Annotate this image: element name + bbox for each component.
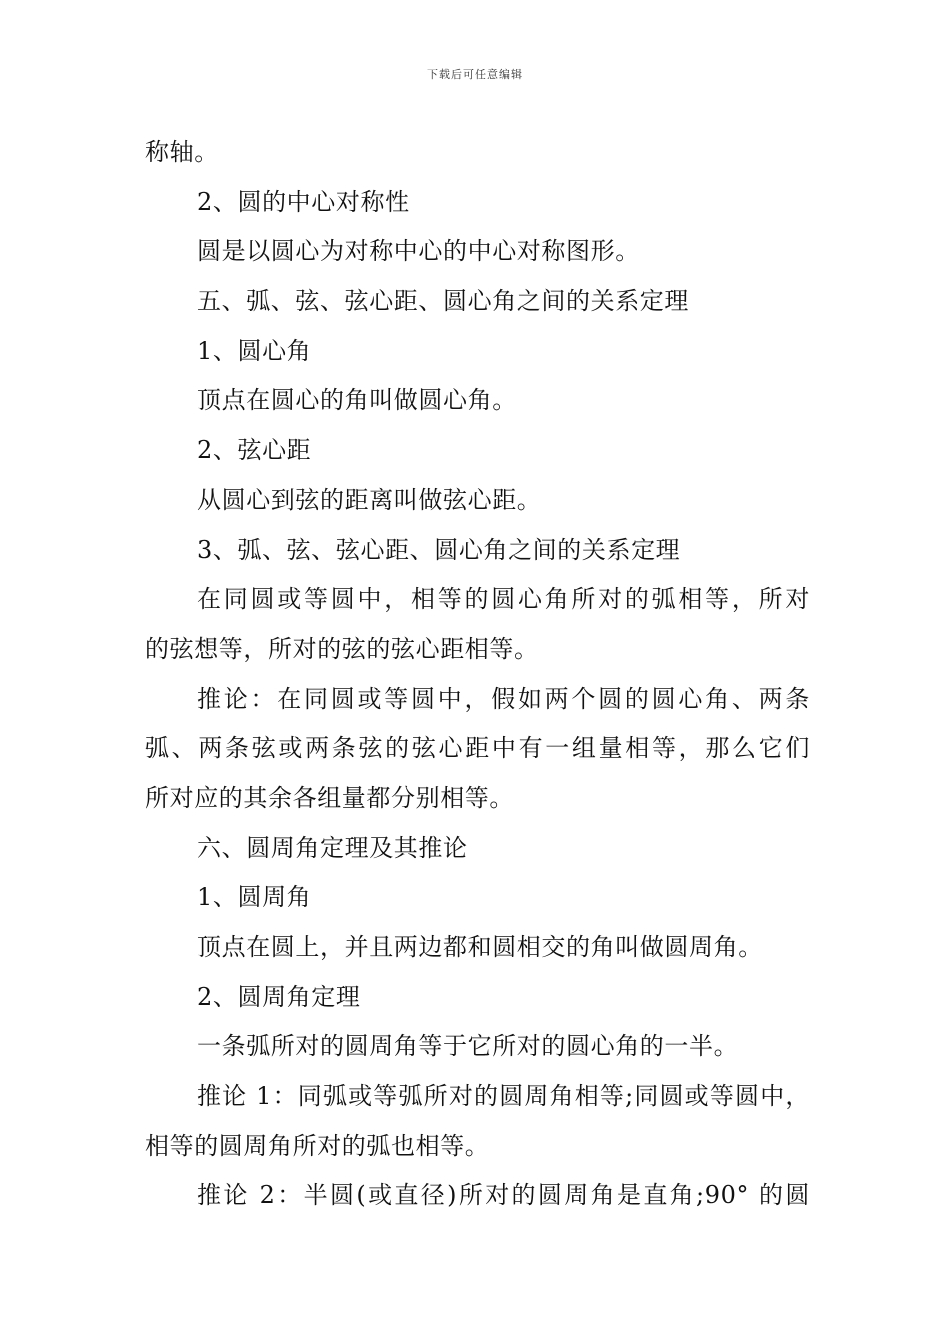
text-line: 的弦想等，所对的弦的弦心距相等。	[145, 634, 539, 663]
text-line: 顶点在圆上，并且两边都和圆相交的角叫做圆周角。	[197, 933, 763, 961]
subsection-heading: 2、弦心距	[197, 436, 312, 465]
text-line: 推论 2：半圆(或直径)所对的圆周角是直角;90° 的圆	[197, 1181, 810, 1210]
section-heading: 六、圆周角定理及其推论	[197, 833, 468, 862]
text-line: 称轴。	[145, 138, 219, 166]
subsection-heading: 2、圆周角定理	[197, 982, 361, 1011]
text-line: 圆是以圆心为对称中心的中心对称图形。	[197, 237, 640, 266]
text-line: 推论 1：同弧或等弧所对的圆周角相等;同圆或等圆中，	[197, 1082, 810, 1111]
text-line: 一条弧所对的圆周角等于它所对的圆心角的一半。	[197, 1032, 739, 1061]
text-line: 在同圆或等圆中，相等的圆心角所对的弧相等，所对	[197, 585, 810, 614]
text-line: 顶点在圆心的角叫做圆心角。	[197, 386, 517, 415]
text-line: 弧、两条弦或两条弦的弦心距中有一组量相等，那么它们	[145, 734, 810, 763]
subsection-heading: 1、圆心角	[197, 336, 312, 365]
text-line: 相等的圆周角所对的弧也相等。	[145, 1131, 490, 1160]
subsection-heading: 1、圆周角	[197, 883, 312, 912]
text-line: 2、圆的中心对称性	[197, 187, 410, 216]
page-header-note: 下载后可任意编辑	[427, 68, 523, 81]
subsection-heading: 3、弧、弦、弦心距、圆心角之间的关系定理	[197, 535, 681, 564]
text-line: 所对应的其余各组量都分别相等。	[145, 783, 514, 812]
text-line: 从圆心到弦的距离叫做弦心距。	[197, 485, 542, 514]
section-heading: 五、弧、弦、弦心距、圆心角之间的关系定理	[197, 287, 689, 316]
text-line: 推论：在同圆或等圆中，假如两个圆的圆心角、两条	[197, 684, 810, 713]
document-body	[145, 128, 810, 1221]
